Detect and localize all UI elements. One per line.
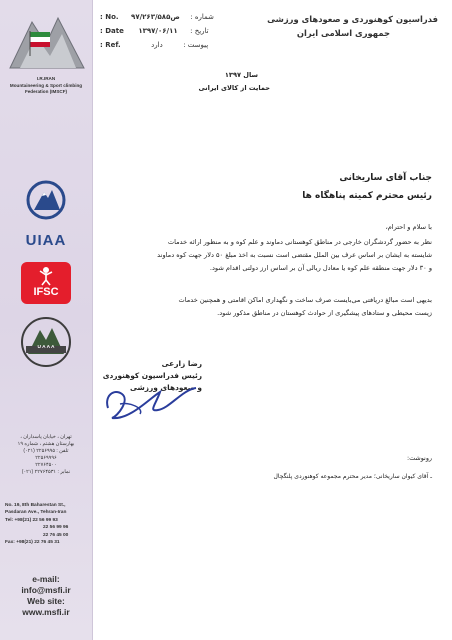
signatory-title: رئیس فدراسیون کوهنوردی xyxy=(102,371,202,380)
recipient-name: جناب آقای ساریخانی xyxy=(339,173,432,183)
ref-label-fa: پیوست : xyxy=(183,41,209,49)
addr-en-line: Fax: +98(21) 22 76 45 31 xyxy=(5,540,60,546)
address-fa xyxy=(0,434,92,476)
paragraph-line: شایسته به ایشان بر اساس عرف بین الملل مقتضی است نسبت به اخذ مبلغ ۵۰ دلار جهت کوه دماوند xyxy=(157,251,432,259)
cc-item: ـ آقای کیوان ساریخانی؛ مدیر محترم مجموعه کوهنوردی پلنگچال xyxy=(273,473,432,480)
paragraph-1 xyxy=(104,236,432,275)
meta-date-row xyxy=(100,27,209,35)
addr-fa-line: تلفن : ۲۲۵۶۹۹۵ (۰۲۱) xyxy=(23,448,69,454)
org-name-header: فدراسیون کوهنوردی و صعودهای ورزشی xyxy=(267,14,438,24)
signatory-org: و صعودهای ورزشی xyxy=(129,383,202,392)
ifsc-logo xyxy=(0,262,92,304)
addr-en-line: No. 19, 8th Baharestan St., xyxy=(5,503,66,508)
uiaa-mountain-icon xyxy=(26,178,66,222)
addr-fa-line: ۲۲۷۶۴۵۰۰ xyxy=(35,462,57,468)
slogan-year: سال ۱۳۹۷ xyxy=(224,71,258,79)
meta-ref-row xyxy=(100,41,208,49)
uaaa-logo xyxy=(0,316,92,372)
letterhead-sidebar xyxy=(0,0,93,640)
email-link[interactable]: info@msfi.ir xyxy=(21,585,71,595)
addr-fa-line: ۲۲۵۶۹۹۹۶ xyxy=(35,455,57,461)
date-value: ۱۳۹۷/۰۶/۱۱ xyxy=(138,27,178,35)
org-name-en: Mountaineering & Sport climbing Federation (IMSCF) xyxy=(9,83,83,94)
uaaa-text: U A A A xyxy=(37,345,55,350)
paragraph-line: نظر به حضور گردشگران خارجی در مناطق کوهستانی دماوند و علم کوه و به منظور ارائه خدمات xyxy=(167,238,432,246)
addr-fa-line: نمابر : ۲۲۷۶۴۵۳۱ (۰۲۱) xyxy=(21,469,71,475)
website-link[interactable]: www.msfi.ir xyxy=(22,607,70,617)
addr-fa-line: بهارستان هشتم ، شماره ۱۹ xyxy=(17,441,75,447)
date-label-fa: تاریخ : xyxy=(190,27,209,35)
signatory-name: رضا زارعی xyxy=(161,359,202,368)
address-en xyxy=(0,502,92,546)
paragraph-line: بدیهی است مبالغ دریافتی می‌بایست صرف ساخت و نگهداری اماکن اقامتی و همچنین خدمات xyxy=(178,296,432,304)
number-label-en: : No. xyxy=(100,13,119,21)
number-value: ۹۷/۲۶۳/ص۵۸۵ xyxy=(131,13,180,21)
ref-label-en: : Ref. xyxy=(100,41,121,49)
uiaa-logo xyxy=(0,178,92,226)
date-label-en: : Date xyxy=(100,27,124,35)
addr-en-line: 22 56 99 96 xyxy=(43,525,69,531)
ifsc-climber-icon xyxy=(21,264,71,286)
paragraph-line: زیست محیطی و ستادهای پیشگیری از حوادث کوهستان در مناطق مذکور شود. xyxy=(217,309,432,317)
addr-en-line: Pasdaran Ave., Tehran-Iran xyxy=(5,510,67,516)
logo-caption: I.R.IRAN xyxy=(36,76,56,81)
uaaa-emblem-icon xyxy=(20,316,72,368)
paragraph-line: و ۳۰ دلار جهت منطقه علم کوه یا معادل ریالی آن بر اساس ارز دولتی اقدام شود. xyxy=(209,264,432,272)
signature-scribble-icon xyxy=(100,378,210,426)
country-header: جمهوری اسلامی ایران xyxy=(296,28,390,38)
paragraph-2 xyxy=(104,294,432,320)
ifsc-text: IFSC xyxy=(33,286,59,298)
uiaa-text: UIAA xyxy=(25,232,67,249)
recipient-title: رئیس محترم کمیته پناهگاه ها xyxy=(302,191,432,201)
ref-value: دارد xyxy=(151,41,163,49)
cc-label: رونوشت: xyxy=(406,454,432,462)
addr-fa-line: تهران ، خیابان پاسداران ، xyxy=(20,434,72,440)
mountain-flag-icon xyxy=(6,14,86,70)
contact-block xyxy=(0,574,92,618)
greeting: با سلام و احترام، xyxy=(385,223,432,231)
addr-en-line: 22 76 45 00 xyxy=(43,532,69,538)
number-label-fa: شماره : xyxy=(190,13,214,21)
email-label: e-mail: xyxy=(32,574,60,584)
federation-logo xyxy=(0,14,92,74)
slogan-text: حمایت از کالای ایرانی xyxy=(198,84,270,92)
ifsc-badge xyxy=(21,262,71,304)
website-label: Web site: xyxy=(27,596,65,606)
addr-en-line: Tel: +98(21) 22 56 99 93 xyxy=(5,517,58,523)
meta-number-row xyxy=(100,13,214,21)
